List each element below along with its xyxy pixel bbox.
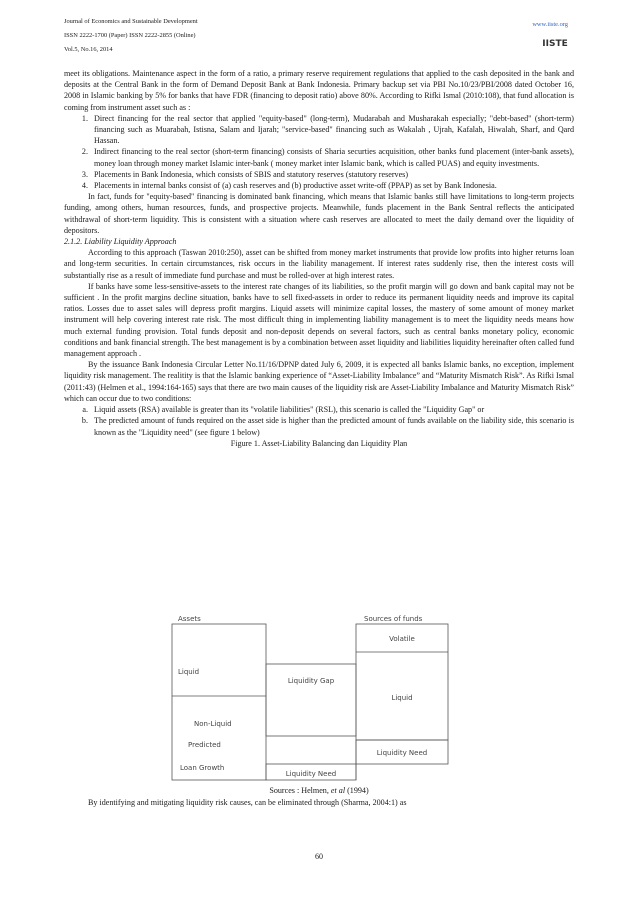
list-letter: b. (81, 416, 88, 426)
list-number: 1. (81, 113, 88, 123)
paragraph-3: According to this approach (Taswan 2010:250), asset can be shifted from money market instruments that provide low profits into higher returns loan and long-term securities. In certain circumstances, risk occurs in the liability management. If interest rates suddenly rise, then the interest costs will substantially rise as a result of immediate fund purchase and must be rolled-over at high interest rates. (64, 248, 574, 280)
list-number: 4. (81, 181, 88, 191)
list-text: Placements in Bank Indonesia, which consists of SBIS and statutory reserves (statutory reserves) (94, 169, 409, 179)
list-text: The predicted amount of funds required on the asset side is higher than the predicted amount of funds available on the liability side, this scenario is known as the "Liquidity need" (see figure 1 below) (94, 416, 574, 437)
paragraph-5: By the issuance Bank Indonesia Circular Letter No.11/16/DPNP dated July 6, 2009, it is expected all banks Islamic banks, no exception, implement liquidity risk management. The realitity is that the Islamic banking experience of “Asset-Liability Imbalance” and “Maturity Mismatch Risk”. As Rifki Ismal (2011:43) (Helmen et al., 1994:164-165) says that there are two main causes of the liquidity risk are Asset-Liability Imbalance and Maturity Mismatch Risk” which can occur due to two conditions: (64, 360, 574, 403)
list-item (64, 404, 574, 415)
journal-url[interactable]: www.iiste.org (532, 21, 568, 28)
list-text: Direct financing for the real sector that applied "equity-based" (long-term), Mudarabah and Musharakah especially; "debt-based" (short-term) financing such as Muarabah, Istisna, Salam and Ijarah; "service-based" financing such as Wakalah , Ujrah, Kafalah, Hiwalah, Sharf, and Qard Hassan. (94, 113, 574, 146)
non-liquid-label: Non-Liquid (194, 720, 232, 728)
last-line: By identifying and mitigating liquidity risk causes, can be eliminated through (Sharma, 2004:1) as (88, 798, 407, 807)
list-letter: a. (82, 405, 88, 415)
issn-line: ISSN 2222-1700 (Paper) ISSN 2222-2855 (Online) (64, 32, 196, 39)
figure-caption: Figure 1. Asset-Liability Balancing dan Liquidity Plan (230, 438, 408, 448)
asset-liability-figure (170, 612, 450, 782)
liquidity-gap-box (266, 664, 356, 736)
predicted-label: Predicted (188, 741, 221, 749)
liquidity-gap-label: Liquidity Gap (287, 677, 335, 685)
assets-column (172, 624, 266, 780)
subheading: 2.1.2. Liability Liquidity Approach (64, 237, 177, 247)
journal-name: Journal of Economics and Sustainable Development (64, 18, 198, 25)
list-text: Indirect financing to the real sector (short-term financing) consists of Sharia securties acquisition, other banks fund placement (inter-bank assets), money loan through money market Islamic inter-bank ( money market inter Islamic bank, which is called PUAS) and equity investments. (94, 147, 574, 168)
list-item (64, 146, 574, 168)
paragraph-1: meet its obligations. Maintenance aspect in the form of a ratio, a primary reserve requirement regulations that applied to the cash deposited in the bank and deposits at the Central Bank in the form of Demand Deposit Bank at Bank Indonesia. Primary backup set via PBI No.10/23/PBI/2008 dated October 16, 2008 in Islamic banking by 5% for banks that have FDR (financing to deposit ratio) above 80%. According to Rifki Ismal (2010:108), that fund allocation is coming from instrument asset such as : (64, 69, 574, 112)
sources-label: Sources of funds (364, 615, 423, 623)
liquid-left-label: Liquid (178, 668, 200, 676)
figure-source (0, 786, 638, 795)
list-item (64, 415, 574, 437)
list-number: 3. (81, 169, 88, 179)
liquidity-need-bottom-label: Liquidity Need (285, 770, 337, 778)
page-number: 60 (315, 852, 323, 861)
source-suffix: (1994) (345, 786, 369, 795)
paragraph-4: If banks have some less-sensitive-assets to the interest rate changes of its liabilities, so the profit margin will go down and bank capital may not be sufficient . In the profit margins decline situation, banks have to sell fixed-assets in order to reduce its permanent liquidity needs and improve its capital ratios. Losses due to asset sales will depress profit margins. Liquid assets will minimize capital losses, the mastery of some amount of money market instrument will help covering interest rate risk. The most difficult thing in implementing liability management is to meet the liquidity needs means how much external funding provision. Total funds deposit and non-deposit depends on several factors, such as central banks monetary policy, economic conditions and bank financial strength. The best management is by a combination between asset liquidity and liabilities liquidity hereinafter often called fund management approach . (64, 281, 574, 359)
liquid-right-label: Liquid (391, 694, 413, 702)
loan-growth-label: Loan Growth (180, 764, 225, 772)
source-prefix: Sources : Helmen, (269, 786, 331, 795)
assets-label: Assets (178, 615, 201, 623)
paragraph-2: In fact, funds for "equity-based" financing is dominated bank financing, which means that Islamic banks still have limitations to long-term projects funding, among others, human resources, funds, and prospective projects. Meanwhile, funds placement in the Bank Sentral reflects the anticipated withdrawal of short-term liquidity. This is consistent with a situation where cash reserves are allocated to meet the daily demand over the liquidity of depositors. (64, 192, 574, 235)
list-number: 2. (81, 147, 88, 157)
liquidity-need-right-label: Liquidity Need (376, 749, 428, 757)
list-item (64, 113, 574, 147)
logo-text: IISTE (542, 39, 568, 49)
list-item (64, 169, 574, 180)
volume-line: Vol.5, No.16, 2014 (64, 46, 113, 53)
list-text: Placements in internal banks consist of (a) cash reserves and (b) productive asset write-off (PPAP) as set by Bank Indonesia. (94, 181, 497, 191)
iiste-logo (540, 35, 570, 49)
list-text: Liquid assets (RSA) available is greater than its "volatile liabilities" (RSL), this scenario is called the "Liquidity Gap" or (94, 405, 485, 415)
volatile-label: Volatile (389, 635, 415, 643)
list-item (64, 180, 574, 191)
source-etal: et al (330, 786, 346, 795)
main-text (64, 68, 574, 449)
